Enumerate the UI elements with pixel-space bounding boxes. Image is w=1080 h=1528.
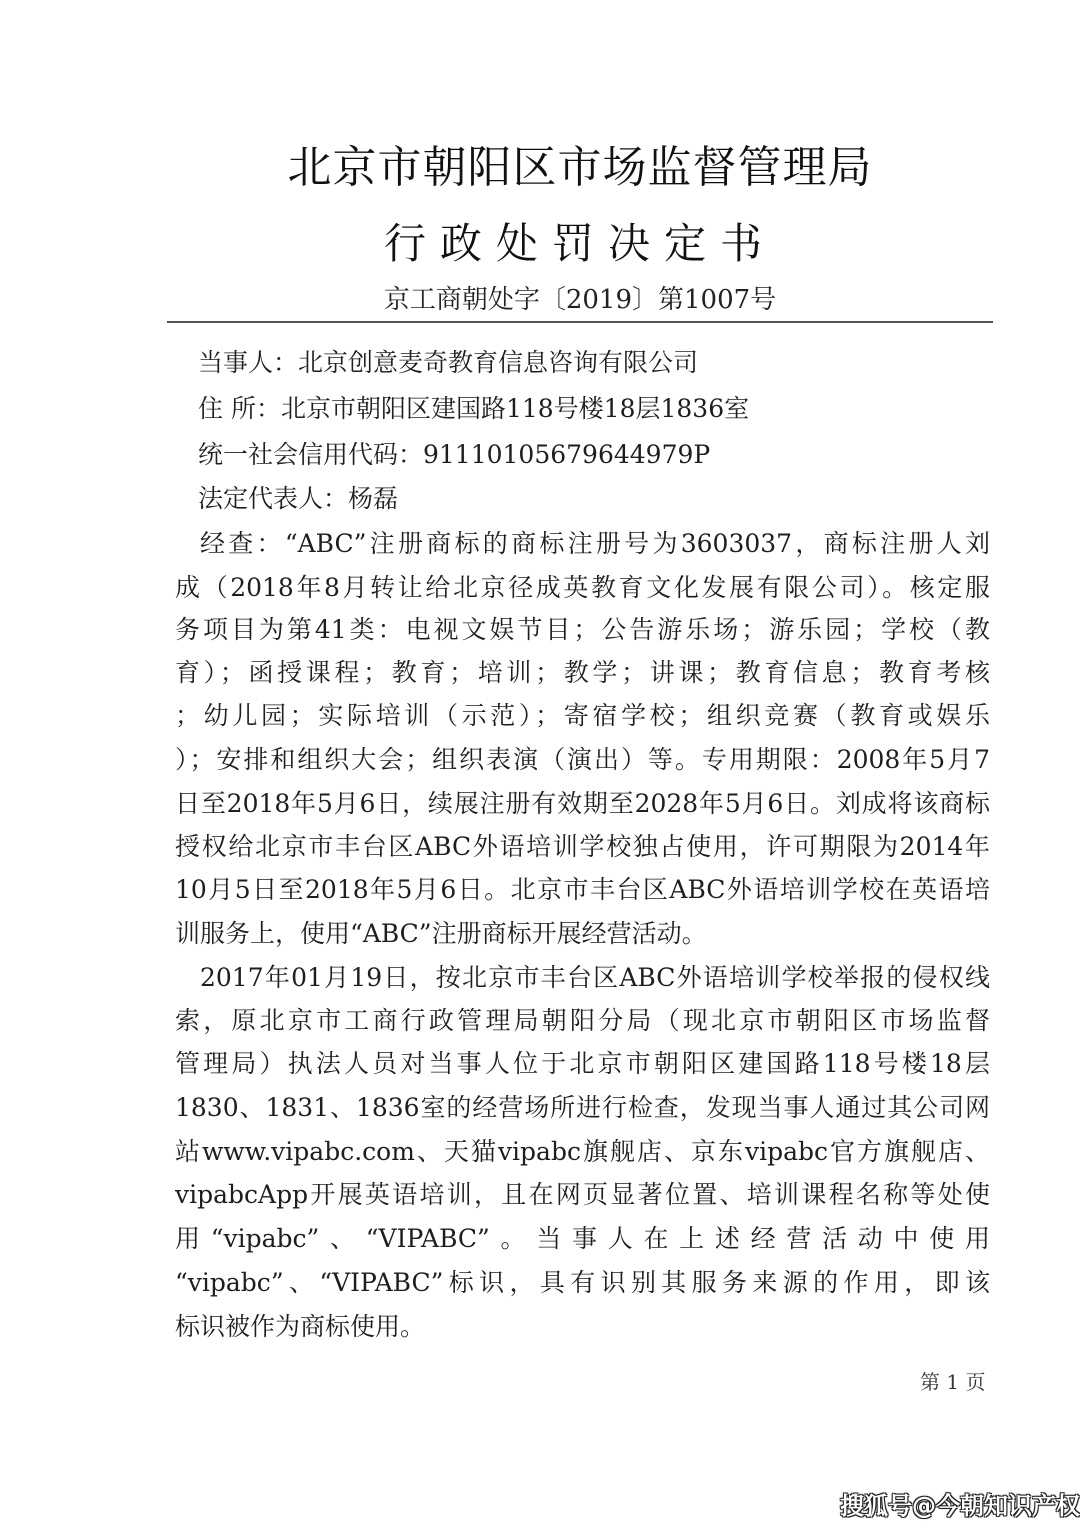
paragraph-line: ）；安排和组织大会；组织表演（演出）等。专用期限：2008年5月7: [175, 745, 990, 774]
party-credit-code: 统一社会信用代码：91110105679644979P: [198, 440, 711, 469]
paragraph-line: ；幼儿园；实际培训（示范）；寄宿学校；组织竞赛（教育或娱乐: [175, 701, 990, 730]
paragraph-line: 1830、1831、1836室的经营场所进行检查，发现当事人通过其公司网: [175, 1093, 990, 1122]
party-legal-representative: 法定代表人：杨磊: [198, 484, 399, 513]
paragraph-line: 成（2018年8月转让给北京径成英教育文化发展有限公司）。核定服: [175, 573, 990, 602]
page-number: 第 1 页: [920, 1370, 986, 1394]
paragraph-line: 育）；函授课程；教育；培训；教学；讲课；教育信息；教育考核: [175, 658, 990, 687]
issuing-authority-title: 北京市朝阳区市场监督管理局: [287, 142, 873, 193]
paragraph-line: 日至2018年5月6日，续展注册有效期至2028年5月6日。刘成将该商标: [175, 789, 990, 818]
paragraph-line: 10月5日至2018年5月6日。北京市丰台区ABC外语培训学校在英语培: [175, 875, 990, 904]
paragraph-line: 管理局）执法人员对当事人位于北京市朝阳区建国路118号楼18层: [175, 1049, 990, 1078]
paragraph-line: 经查：“ABC”注册商标的商标注册号为3603037，商标注册人刘: [200, 529, 990, 558]
paragraph-line: 训服务上，使用“ABC”注册商标开展经营活动。: [175, 919, 707, 948]
paragraph-line: 务项目为第41类：电视文娱节目；公告游乐场；游乐园；学校（教: [175, 615, 990, 644]
document-number: 京工商朝处字〔2019〕第1007号: [383, 285, 777, 315]
paragraph-line: 站www.vipabc.com、天猫vipabc旗舰店、京东vipabc官方旗舰店、: [175, 1137, 990, 1166]
party-name: 当事人：北京创意麦奇教育信息咨询有限公司: [198, 348, 699, 377]
paragraph-line: vipabcApp开展英语培训，且在网页显著位置、培训课程名称等处使: [175, 1180, 990, 1209]
header-divider: [167, 321, 993, 323]
source-watermark: 搜狐号@今朝知识产权: [840, 1492, 1080, 1520]
paragraph-line: 授权给北京市丰台区ABC外语培训学校独占使用，许可期限为2014年: [175, 832, 990, 861]
paragraph-line: 标识被作为商标使用。: [175, 1312, 426, 1341]
paragraph-line: “vipabc”、“VIPABC”标识，具有识别其服务来源的作用，即该: [175, 1268, 990, 1297]
paragraph-line: 索，原北京市工商行政管理局朝阳分局（现北京市朝阳区市场监督: [175, 1006, 990, 1035]
paragraph-line: 2017年01月19日，按北京市丰台区ABC外语培训学校举报的侵权线: [200, 963, 990, 992]
paragraph-line: 用“vipabc”、“VIPABC”。当事人在上述经营活动中使用: [175, 1224, 990, 1253]
party-address: 住 所：北京市朝阳区建国路118号楼18层1836室: [198, 394, 750, 423]
document-type-title: 行政处罚决定书: [383, 219, 776, 268]
